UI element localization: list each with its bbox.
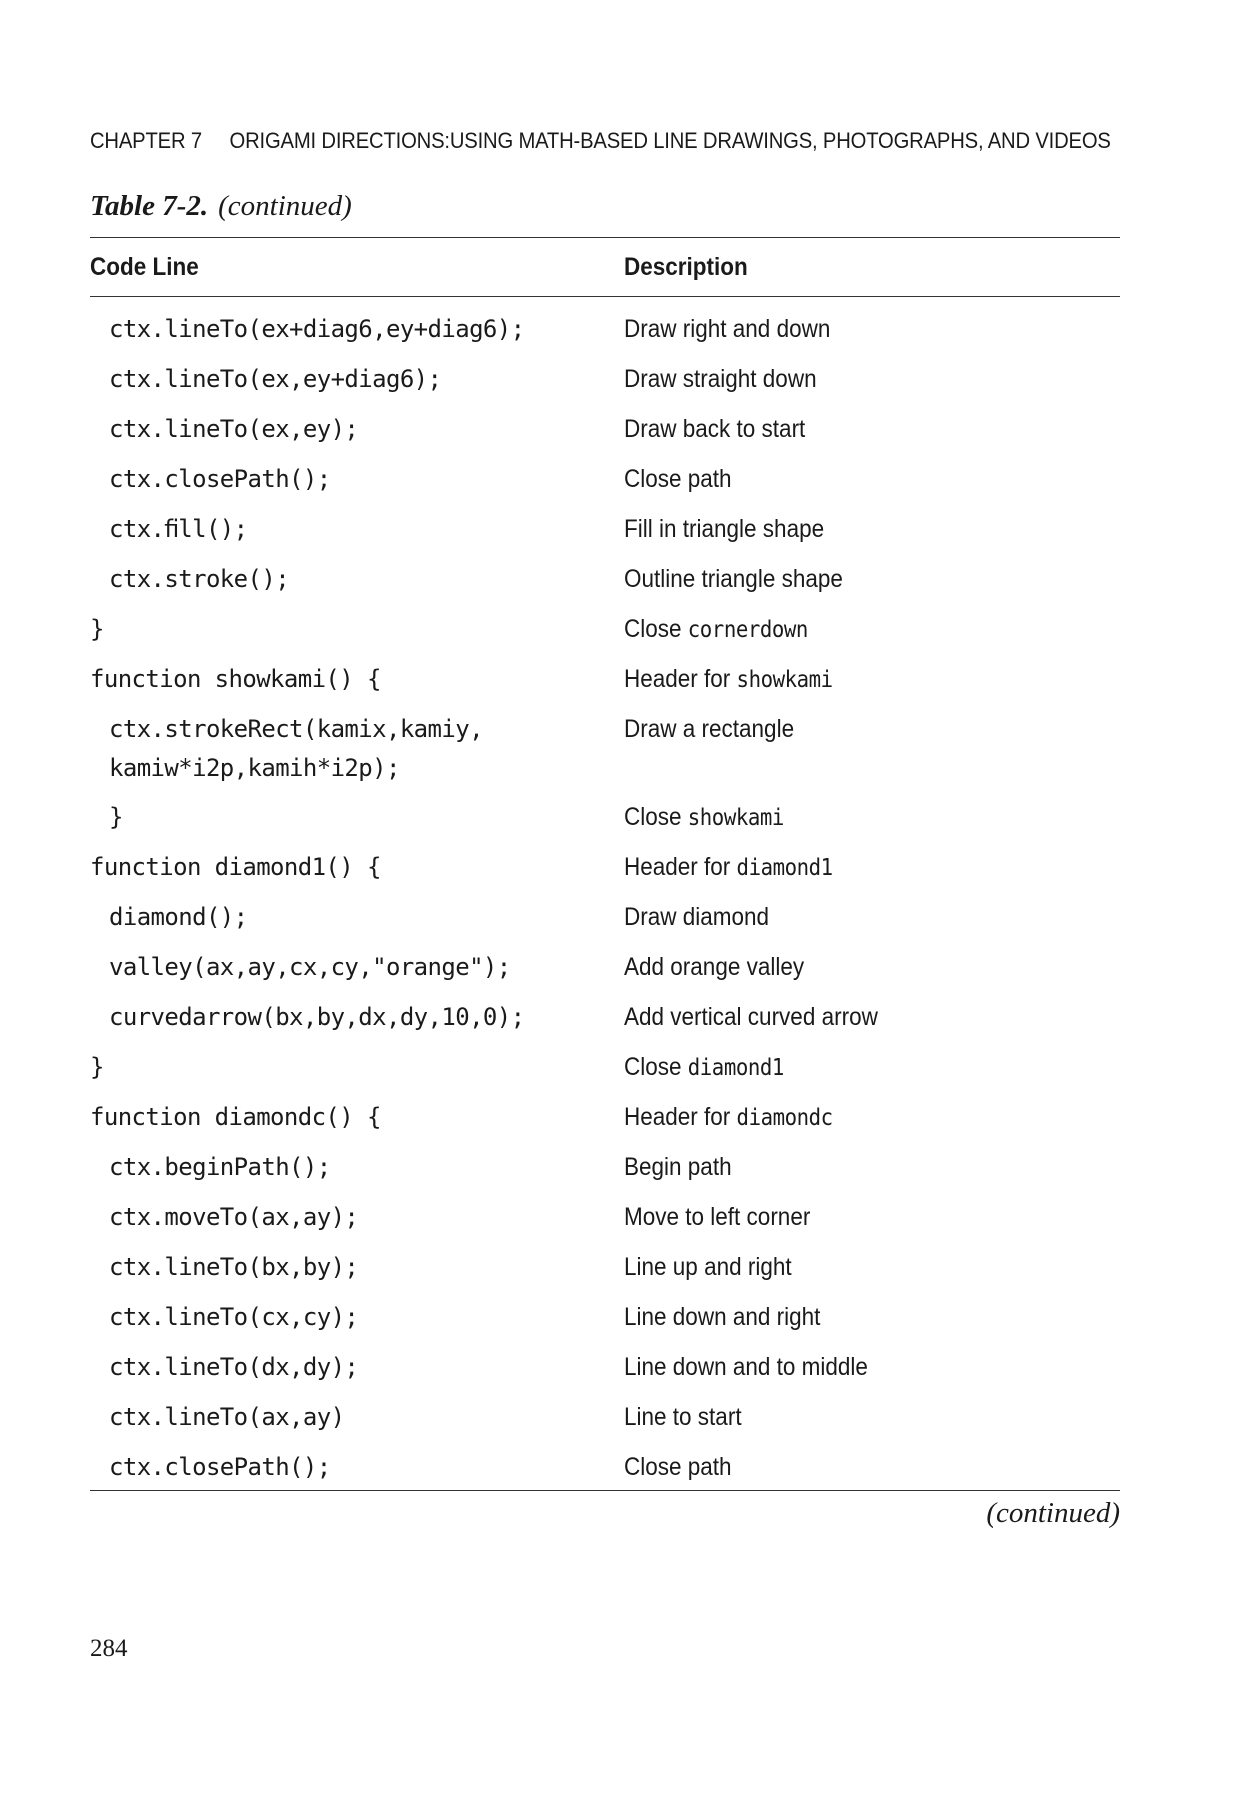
description-cell: [624, 798, 1056, 838]
description-text: Header for: [624, 853, 737, 881]
table-top-rule: [90, 237, 1120, 238]
description-header: Description: [624, 253, 748, 281]
table-row: [0, 510, 1260, 560]
code-line-cell: ctx.lineTo(bx,by);: [109, 1253, 359, 1281]
description-cell: [624, 410, 1056, 449]
code-line-cell: function showkami() {: [90, 665, 381, 693]
code-line-cell: }: [90, 1053, 104, 1081]
table-row: [0, 1098, 1260, 1148]
table-row: [0, 310, 1260, 360]
code-line-cell: ctx.lineTo(dx,dy);: [109, 1353, 359, 1381]
description-text: Draw straight down: [624, 365, 817, 393]
code-line-cell: function diamond1() {: [90, 853, 381, 881]
description-cell: [624, 1148, 1056, 1187]
table-body: [0, 310, 1260, 1498]
code-line-cell: ctx.ﬁll();: [109, 515, 248, 543]
code-line-cell: ctx.moveTo(ax,ay);: [109, 1203, 359, 1231]
table-row: [0, 948, 1260, 998]
page-number: 284: [90, 1635, 128, 1662]
code-line-cell: ctx.beginPath();: [109, 1153, 331, 1181]
description-text: Line to start: [624, 1403, 742, 1431]
description-cell: [624, 998, 1056, 1037]
code-line-cell: }: [109, 803, 123, 831]
description-text: Draw a rectangle: [624, 715, 795, 743]
description-cell: [624, 1398, 1056, 1437]
code-line-cell: ctx.lineTo(ex,ey+diag6);: [109, 365, 442, 393]
description-text: Close: [624, 1053, 688, 1081]
description-text: Close path: [624, 1453, 732, 1481]
description-cell: [624, 460, 1056, 499]
description-text: Close: [624, 803, 688, 831]
description-cell: [624, 848, 1056, 888]
table-bottom-rule: [90, 1490, 1120, 1491]
description-cell: [624, 1248, 1056, 1287]
description-code: diamond1: [687, 1055, 784, 1081]
description-code: diamond1: [736, 855, 833, 881]
chapter-label: CHAPTER 7: [90, 128, 202, 153]
code-line-cell: ctx.lineTo(ex+diag6,ey+diag6);: [109, 315, 525, 343]
table-row: [0, 898, 1260, 948]
description-text: Line up and right: [624, 1253, 792, 1281]
code-line-header: Code Line: [90, 253, 199, 281]
code-line-cell: ctx.strokeRect(kamix,kamiy, kamiw*i2p,kamih*i2p);: [109, 715, 483, 782]
table-caption-label: Table 7-2.: [90, 190, 209, 222]
table-row: [0, 1398, 1260, 1448]
continued-note: (continued): [986, 1497, 1120, 1529]
code-line-cell: ctx.lineTo(ex,ey);: [109, 415, 359, 443]
code-line-cell: diamond();: [109, 903, 248, 931]
description-cell: [624, 1048, 1056, 1088]
table-row: [0, 710, 1260, 798]
chapter-title: ORIGAMI DIRECTIONS:USING MATH-BASED LINE DRAWINGS, PHOTOGRAPHS, AND VIDEOS: [229, 128, 1111, 153]
code-line-cell: }: [90, 615, 104, 643]
table-row: [0, 610, 1260, 660]
description-text: Outline triangle shape: [624, 565, 843, 593]
description-cell: [624, 360, 1056, 399]
description-cell: [624, 610, 1056, 650]
description-text: Add vertical curved arrow: [624, 1003, 878, 1031]
code-line-cell: ctx.closePath();: [109, 465, 331, 493]
description-code: diamondc: [736, 1105, 833, 1131]
table-row: [0, 360, 1260, 410]
description-cell: [624, 1448, 1056, 1487]
description-code: showkami: [736, 667, 833, 693]
code-line-cell: ctx.lineTo(cx,cy);: [109, 1303, 359, 1331]
code-line-cell: curvedarrow(bx,by,dx,dy,10,0);: [109, 1003, 525, 1031]
description-cell: [624, 660, 1056, 700]
table-caption-continued: (continued): [218, 190, 352, 222]
table-row: [0, 560, 1260, 610]
table-row: [0, 1048, 1260, 1098]
description-text: Move to left corner: [624, 1203, 811, 1231]
description-cell: [624, 948, 1056, 987]
description-cell: [624, 560, 1056, 599]
description-text: Add orange valley: [624, 953, 805, 981]
code-line-cell: ctx.stroke();: [109, 565, 290, 593]
table-row: [0, 460, 1260, 510]
table-row: [0, 410, 1260, 460]
description-text: Draw right and down: [624, 315, 831, 343]
table-row: [0, 1148, 1260, 1198]
description-code: showkami: [687, 805, 784, 831]
description-text: Draw back to start: [624, 415, 806, 443]
table-row: [0, 1298, 1260, 1348]
code-line-cell: valley(ax,ay,cx,cy,"orange");: [109, 953, 511, 981]
description-cell: [624, 898, 1056, 937]
code-line-cell: function diamondc() {: [90, 1103, 381, 1131]
description-cell: [624, 1348, 1056, 1387]
code-line-cell: ctx.lineTo(ax,ay): [109, 1403, 345, 1431]
table-row: [0, 1248, 1260, 1298]
description-cell: [624, 1198, 1056, 1237]
table-caption: [90, 190, 352, 223]
description-text: Line down and right: [624, 1303, 821, 1331]
table-row: [0, 998, 1260, 1048]
description-cell: [624, 310, 1056, 349]
table-header-rule: [90, 296, 1120, 297]
description-text: Begin path: [624, 1153, 732, 1181]
running-head: [90, 128, 1111, 154]
table-row: [0, 1198, 1260, 1248]
code-line-cell: ctx.closePath();: [109, 1453, 331, 1481]
description-text: Close: [624, 615, 688, 643]
description-code: cornerdown: [687, 617, 808, 643]
description-text: Header for: [624, 665, 737, 693]
description-cell: [624, 510, 1056, 549]
description-cell: [624, 1098, 1056, 1138]
table-row: [0, 660, 1260, 710]
description-text: Header for: [624, 1103, 737, 1131]
description-cell: [624, 1298, 1056, 1337]
table-row: [0, 1348, 1260, 1398]
description-text: Draw diamond: [624, 903, 770, 931]
description-text: Line down and to middle: [624, 1353, 868, 1381]
description-cell: [624, 710, 1056, 749]
table-row: [0, 848, 1260, 898]
table-row: [0, 798, 1260, 848]
description-text: Close path: [624, 465, 732, 493]
description-text: Fill in triangle shape: [624, 515, 825, 543]
